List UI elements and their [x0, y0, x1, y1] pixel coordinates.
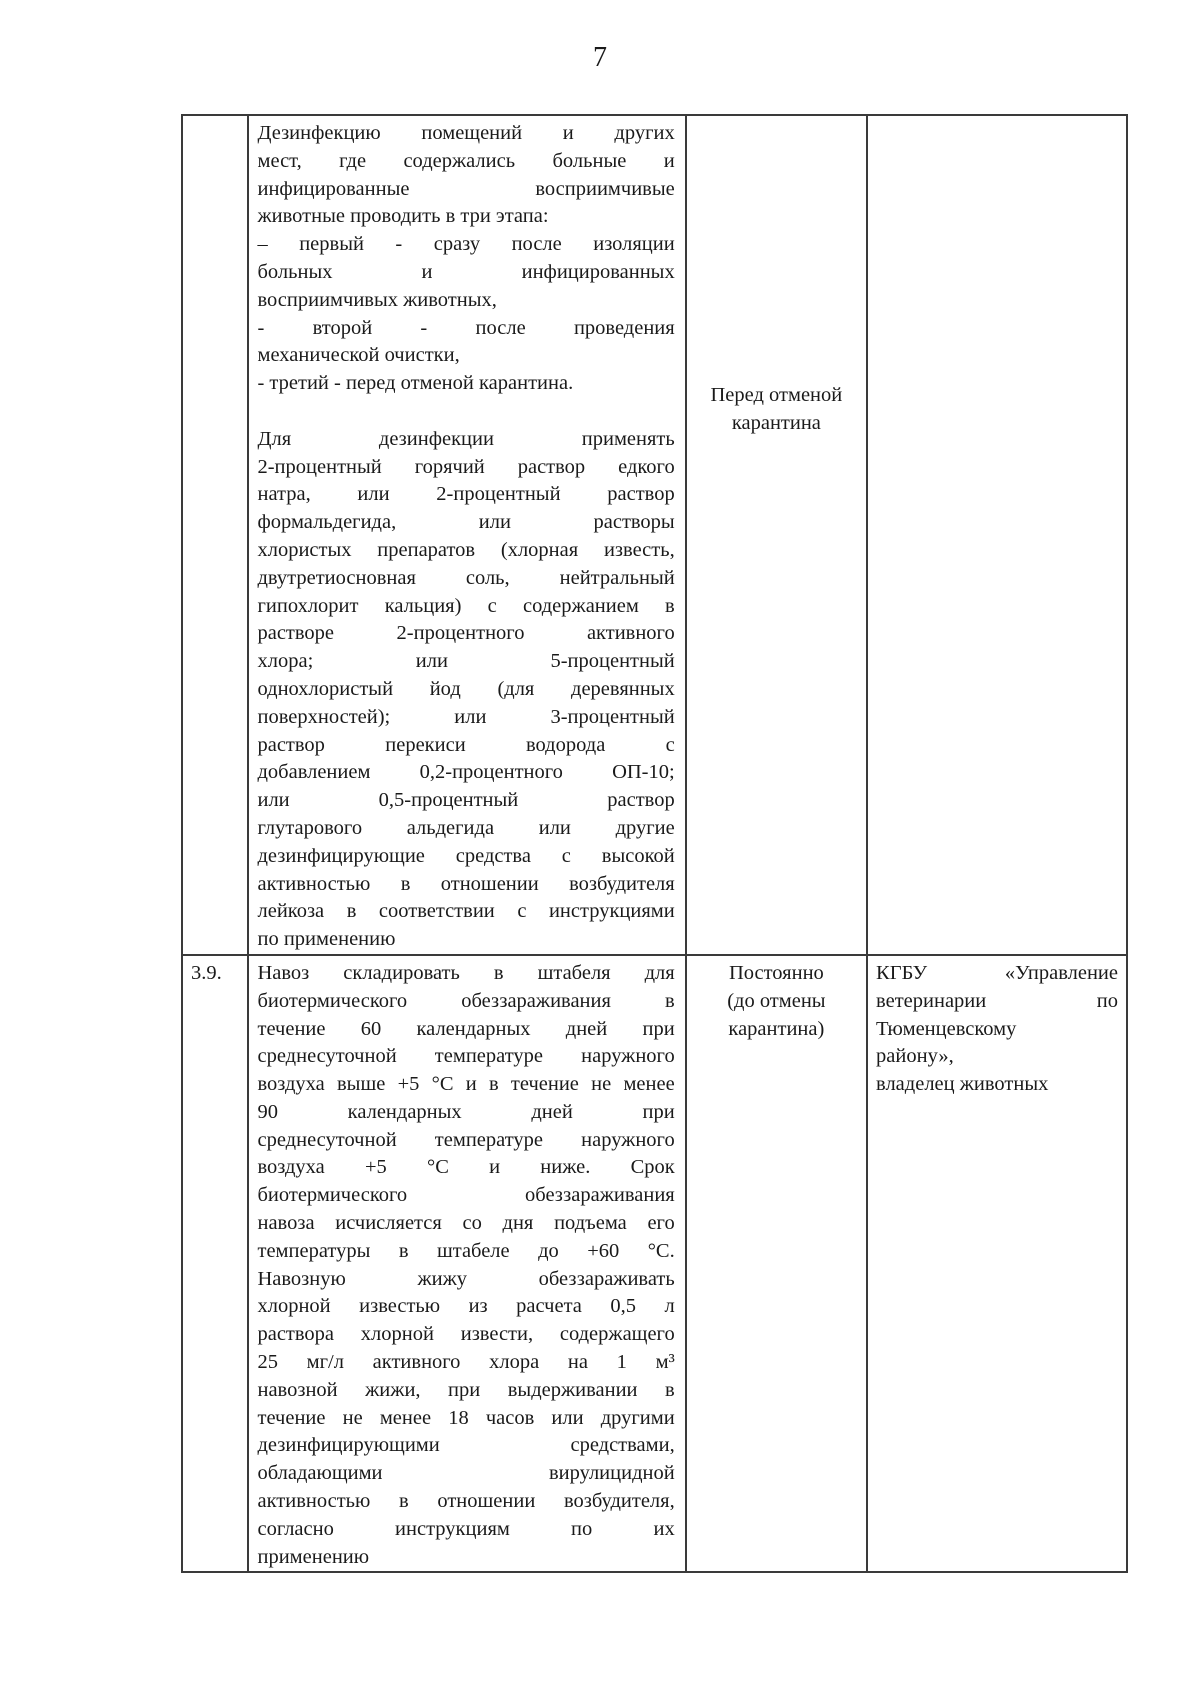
- text-line: Дезинфекцию помещений и других: [257, 122, 675, 144]
- text-line: биотермического обеззараживания в: [257, 989, 675, 1012]
- text-line: животные проводить в три этапа:: [257, 205, 549, 228]
- text-line: активностью в отношении возбудителя,: [257, 1490, 675, 1513]
- responsible-cell: [867, 115, 1127, 955]
- text-line: Постоянно: [728, 961, 824, 984]
- text-line: ветеринарии по: [876, 989, 1118, 1012]
- text-line: (до отмены: [727, 989, 826, 1012]
- text-line: Для дезинфекции применять: [257, 427, 675, 450]
- text-line: дезинфицирующими средствами,: [257, 1434, 675, 1457]
- text-line: инфицированные восприимчивые: [257, 177, 675, 200]
- page-number: 7: [593, 42, 607, 73]
- text-line: активностью в отношении возбудителя: [257, 872, 675, 895]
- responsible-cell: [867, 955, 1127, 1573]
- measure-text-part-a: [257, 120, 674, 398]
- text-line: однохлористый йод (для деревянных: [257, 677, 675, 700]
- deadline-text: [693, 382, 860, 438]
- text-line: Навоз складировать в штабеля для: [257, 961, 675, 984]
- text-line: - второй - после проведения: [257, 316, 675, 339]
- measure-text-part-b: [257, 426, 674, 954]
- text-line: хлористых препаратов (хлорная известь,: [257, 538, 675, 561]
- text-line: 25 мг/л активного хлора на 1 м³: [257, 1351, 675, 1374]
- text-line: – первый - сразу после изоляции: [257, 233, 675, 256]
- measure-text: [257, 960, 674, 1572]
- text-line: навозной жижи, при выдерживании в: [257, 1378, 675, 1401]
- text-line: воздуха +5 °С и ниже. Срок: [257, 1156, 675, 1179]
- text-line: поверхностей); или 3-процентный: [257, 705, 675, 728]
- text-line: мест, где содержались больные и: [257, 149, 675, 172]
- text-line: применению: [257, 1545, 370, 1568]
- text-line: раствора хлорной извести, содержащего: [257, 1323, 675, 1346]
- text-line: Перед отменой: [710, 384, 843, 406]
- measure-text-cell: [248, 115, 685, 955]
- table-row: [182, 115, 1127, 955]
- measures-table: [181, 114, 1128, 1573]
- text-line: Тюменцевскому: [876, 1017, 1017, 1040]
- text-line: течение не менее 18 часов или другими: [257, 1406, 675, 1429]
- text-line: - третий - перед отменой карантина.: [257, 372, 574, 395]
- text-line: 2-процентный горячий раствор едкого: [257, 455, 675, 478]
- deadline-cell: [686, 955, 867, 1573]
- text-line: КГБУ «Управление: [876, 961, 1118, 984]
- text-line: среднесуточной температуре наружного: [257, 1045, 675, 1068]
- text-line: растворе 2-процентного активного: [257, 622, 675, 645]
- text-line: больных и инфицированных: [257, 260, 675, 283]
- row-number-cell: 3.9.: [182, 955, 248, 1573]
- deadline-cell: [686, 115, 867, 955]
- text-line: восприимчивых животных,: [257, 288, 497, 311]
- text-line: хлора; или 5-процентный: [257, 650, 675, 673]
- text-line: воздуха выше +5 °С и в течение не менее: [257, 1073, 675, 1096]
- text-line: течение 60 календарных дней при: [257, 1017, 675, 1040]
- text-line: по применению: [257, 928, 396, 951]
- text-line: Навозную жижу обеззараживать: [257, 1267, 675, 1290]
- deadline-text: [693, 960, 860, 1043]
- text-line: обладающими вирулицидной: [257, 1462, 675, 1485]
- text-line: лейкоза в соответствии с инструкциями: [257, 900, 675, 923]
- text-line: 90 календарных дней при: [257, 1100, 675, 1123]
- text-line: температуры в штабеле до +60 °С.: [257, 1239, 675, 1262]
- text-line: дезинфицирующие средства с высокой: [257, 844, 675, 867]
- text-line: среднесуточной температуре наружного: [257, 1128, 675, 1151]
- text-line: добавлением 0,2-процентного ОП-10;: [257, 761, 675, 784]
- text-line: району»,: [876, 1045, 954, 1068]
- measure-text-cell: [248, 955, 685, 1573]
- row-number-cell: [182, 115, 248, 955]
- text-line: гипохлорит кальция) с содержанием в: [257, 594, 675, 617]
- text-line: карантина): [728, 1017, 825, 1040]
- text-line: формальдегида, или растворы: [257, 511, 675, 534]
- text-line: глутарового альдегида или другие: [257, 816, 675, 839]
- responsible-text: [876, 960, 1118, 1099]
- text-line: согласно инструкциям по их: [257, 1517, 675, 1540]
- text-line: биотермического обеззараживания: [257, 1184, 675, 1207]
- text-line: карантина: [731, 411, 821, 434]
- text-line: владелец животных: [876, 1073, 1049, 1096]
- text-line: двутретиосновная соль, нейтральный: [257, 566, 675, 589]
- text-line: раствор перекиси водорода с: [257, 733, 675, 756]
- text-line: механической очистки,: [257, 344, 460, 367]
- text-line: натра, или 2-процентный раствор: [257, 483, 675, 506]
- text-line: или 0,5-процентный раствор: [257, 789, 675, 812]
- text-line: навоза исчисляется со дня подъема его: [257, 1212, 675, 1235]
- table-row: [182, 955, 1127, 1573]
- text-line: хлорной известью из расчета 0,5 л: [257, 1295, 675, 1318]
